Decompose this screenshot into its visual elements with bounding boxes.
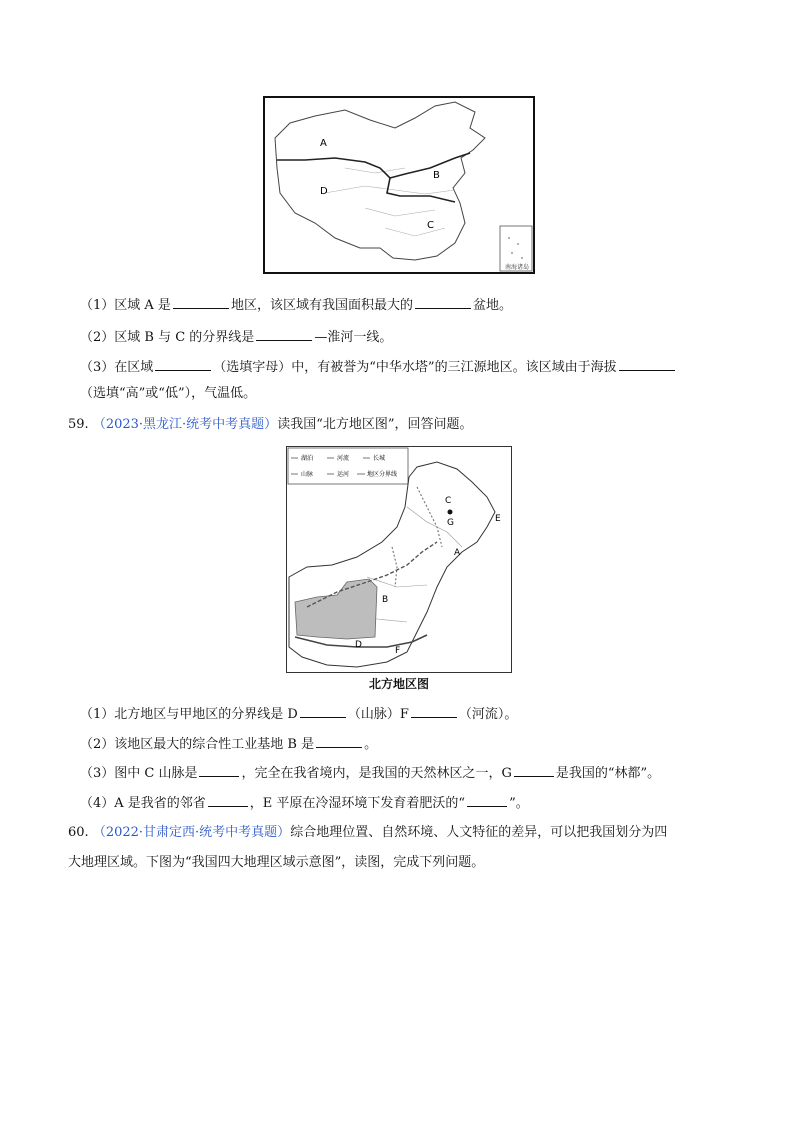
q60-source[interactable]: （2022·甘肃定西·统考中考真题） [92,825,291,840]
answer-blank[interactable] [411,703,457,718]
inset-label: 南海诸岛 [505,264,530,271]
q58-part3-cont: （选填“高”或“低”），气温低。 [80,386,257,401]
q59-header: 59. （2023·黑龙江·统考中考真题）读我国“北方地区图”，回答问题。 [68,417,473,432]
answer-blank[interactable] [300,703,346,718]
answer-blank[interactable] [208,792,248,807]
q60-header: 60. （2022·甘肃定西·统考中考真题）综合地理位置、自然环境、人文特征的差异，可以把我国划分为四 [68,825,668,840]
legend-lake: 湖泊 [301,455,314,462]
label-b: B [382,595,389,605]
legend-mountain: 山脉 [301,471,314,478]
legend-canal: 运河 [337,471,350,478]
q60-text-cont: 大地理区域。下图为“我国四大地理区域示意图”，读图，完成下列问题。 [68,855,485,870]
q59-part2: （2）该地区最大的综合性工业基地 B 是 。 [80,733,377,755]
map-caption: 北方地区图 [368,677,429,691]
answer-blank[interactable] [155,356,211,371]
china-regions-map-svg [265,98,533,272]
answer-blank[interactable] [467,792,507,807]
region-label-b: B [433,170,440,181]
q58-part2: （2）区域 B 与 C 的分界线是 —淮河一线。 [80,326,392,348]
answer-blank[interactable] [514,762,554,777]
answer-blank[interactable] [199,762,239,777]
north-region-map-svg [287,447,511,672]
answer-blank[interactable] [619,356,675,371]
china-regions-map [263,96,535,274]
north-region-map [286,446,512,673]
region-label-d: D [320,186,328,197]
legend-river: 河流 [337,455,350,462]
label-d: D [355,640,362,650]
legend-great-wall: 长城 [373,455,386,462]
answer-blank[interactable] [256,326,312,341]
region-label-a: A [320,138,327,149]
answer-blank[interactable] [415,294,471,309]
label-e: E [495,514,501,524]
q58-part1: （1）区域 A 是 地区，该区域有我国面积最大的 盆地。 [80,294,512,316]
q58-part3: （3）在区域 （选填字母）中，有被誉为“中华水塔”的三江源地区。该区域由于海拔 [80,356,677,378]
label-f: F [395,646,401,656]
q59-part4: （4）A 是我省的邻省 ，E 平原在冷湿环境下发育着肥沃的“ ”。 [80,792,529,814]
answer-blank[interactable] [173,294,229,309]
answer-blank[interactable] [316,733,362,748]
q59-source[interactable]: （2023·黑龙江·统考中考真题） [92,417,278,432]
legend-boundary: 地区分界线 [367,471,398,478]
q59-part3: （3）图中 C 山脉是 ，完全在我省境内，是我国的天然林区之一，G 是我国的“林都”。 [80,762,660,784]
label-c: C [445,496,452,506]
q59-part1: （1）北方地区与甲地区的分界线是 D （山脉）F （河流）。 [80,703,517,725]
region-label-c: C [427,220,434,231]
label-a: A [454,548,461,558]
label-g: G [447,518,454,528]
